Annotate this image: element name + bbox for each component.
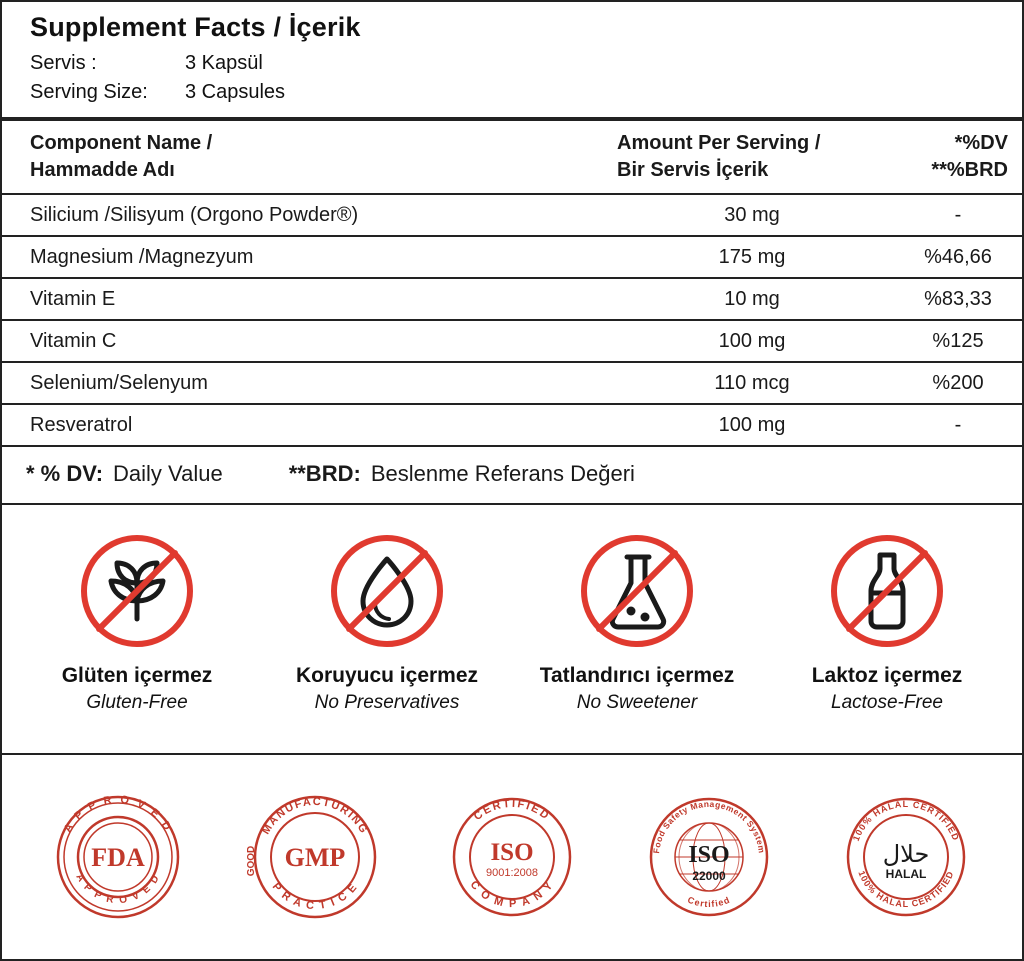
free-from-label-en: No Sweetener: [576, 692, 698, 714]
svg-text:CERTIFIED: [472, 798, 552, 823]
free-from-label-en: Lactose-Free: [831, 692, 943, 714]
table-row: [2, 403, 1022, 445]
cell-dv: -: [954, 203, 962, 226]
table-row: [2, 319, 1022, 361]
gmp-ring-left-text: GOOD: [246, 845, 258, 877]
iso9001-ring-top-text: CERTIFIED: [471, 797, 553, 824]
iso-22000-seal-icon: [634, 782, 784, 932]
page-title: Supplement Facts / İçerik: [30, 12, 361, 42]
table-row: [2, 193, 1022, 235]
gmp-ring-top-text: MANUFACTURING: [260, 795, 371, 837]
bottle-icon: [827, 531, 947, 651]
column-header-amount-line1: Amount Per Serving /: [617, 132, 821, 154]
free-from-item-lactose: [772, 531, 1002, 714]
supplement-facts-header: [0, 0, 1024, 119]
free-from-item-sweetener: [522, 531, 752, 714]
iso22000-ring-bottom-text: Certified: [685, 894, 732, 910]
free-from-label-tr: Koruyucu içermez: [295, 664, 479, 687]
cell-amount: 100 mg: [718, 413, 786, 436]
cell-dv: %200: [932, 371, 984, 394]
cell-amount: 10 mg: [724, 287, 780, 310]
iso9001-sub-text: 9001:2008: [485, 867, 538, 879]
iso22000-sub-text: 22000: [692, 869, 726, 883]
column-header-dv: [902, 121, 1022, 193]
halal-seal-icon: [831, 782, 981, 932]
fda-ring-top-text: A P P R O V E D: [62, 793, 175, 835]
serving-label-en: Serving Size:: [30, 81, 148, 103]
column-header-component-line2: Hammadde Adı: [30, 159, 175, 181]
cell-component-name: Selenium/Selenyum: [30, 371, 208, 394]
fda-main-text: FDA: [91, 843, 146, 872]
cell-dv: %125: [932, 329, 984, 352]
cell-dv: %83,33: [924, 287, 992, 310]
iso-9001-seal-icon: [437, 782, 587, 932]
free-from-item-gluten: [22, 531, 252, 714]
gmp-main-text: GMP: [284, 843, 346, 872]
iso9001-main-text: ISO: [490, 839, 534, 866]
table-row: [2, 235, 1022, 277]
svg-text:Certified: [686, 895, 732, 909]
serving-row: [30, 78, 1022, 107]
free-from-label-tr: Laktoz içermez: [811, 664, 963, 687]
footnote-row: [0, 445, 1024, 503]
serving-row: [30, 49, 1022, 78]
halal-ring-bottom-text: 100% HALAL CERTIFIED: [855, 869, 956, 910]
halal-sub-text: HALAL: [885, 867, 926, 881]
cell-amount: 175 mg: [718, 245, 786, 268]
column-header-component: [2, 121, 602, 193]
gmp-seal-icon: [240, 782, 390, 932]
svg-text:MANUFACTURING: [260, 796, 370, 837]
free-from-item-preservatives: [272, 531, 502, 714]
cell-component-name: Vitamin E: [30, 287, 116, 310]
free-from-label-en: No Preservatives: [314, 692, 460, 714]
cell-dv: %46,66: [924, 245, 992, 268]
footnote-dv-key: * % DV:: [26, 461, 104, 486]
halal-ring-top-text: 100% HALAL CERTIFIED: [850, 798, 961, 843]
cell-component-name: Silicium /Silisyum (Orgono Powder®): [30, 203, 359, 226]
free-from-label-tr: Tatlandırıcı içermez: [539, 664, 735, 687]
cell-component-name: Vitamin C: [30, 329, 117, 352]
halal-main-text: حلال: [882, 840, 929, 868]
serving-label-tr: Servis :: [30, 52, 97, 74]
iso22000-main-text: ISO: [688, 842, 730, 868]
wheat-icon: [77, 531, 197, 651]
column-header-component-line1: Component Name /: [30, 132, 213, 154]
serving-value-tr: 3 Kapsül: [185, 52, 263, 74]
gmp-ring-bottom-text: P R A C T I C E: [269, 880, 361, 913]
fda-ring-bottom-text: A P P R O V E D: [73, 872, 164, 907]
cell-dv: -: [954, 413, 962, 436]
table-body: [2, 193, 1022, 445]
footnote-dv-text: Daily Value: [113, 461, 223, 486]
svg-text:100% HALAL CERTIFIED: [850, 799, 960, 843]
serving-value-en: 3 Capsules: [185, 81, 286, 103]
flask-icon: [577, 531, 697, 651]
free-from-label-en: Gluten-Free: [86, 692, 188, 714]
cell-amount: 100 mg: [718, 329, 786, 352]
water-drop-icon: [327, 531, 447, 651]
cell-component-name: Magnesium /Magnezyum: [30, 245, 254, 268]
svg-text:A P P R O V E D: [62, 794, 175, 835]
footnote-brd-key: **BRD:: [288, 461, 361, 486]
table-row: [2, 361, 1022, 403]
cell-component-name: Resveratrol: [30, 413, 133, 436]
iso9001-ring-bottom-text: C O M P A N Y: [467, 878, 557, 911]
column-header-amount: [602, 121, 902, 193]
cell-amount: 30 mg: [724, 203, 780, 226]
footnote-brd-text: Beslenme Referans Değeri: [370, 461, 635, 486]
certifications-section: [0, 755, 1024, 961]
ingredients-table: [0, 119, 1024, 445]
table-row: [2, 277, 1022, 319]
table-header-row: [2, 119, 1022, 193]
free-from-section: [0, 503, 1024, 755]
column-header-dv-line1: *%DV: [954, 132, 1008, 154]
column-header-dv-line2: **%BRD: [931, 159, 1008, 181]
cell-amount: 110 mcg: [714, 371, 790, 394]
fda-seal-icon: [43, 782, 193, 932]
free-from-label-tr: Glüten içermez: [61, 664, 213, 687]
iso22000-ring-top-text: Food Safety Management System: [650, 798, 767, 855]
column-header-amount-line2: Bir Servis İçerik: [617, 159, 769, 181]
